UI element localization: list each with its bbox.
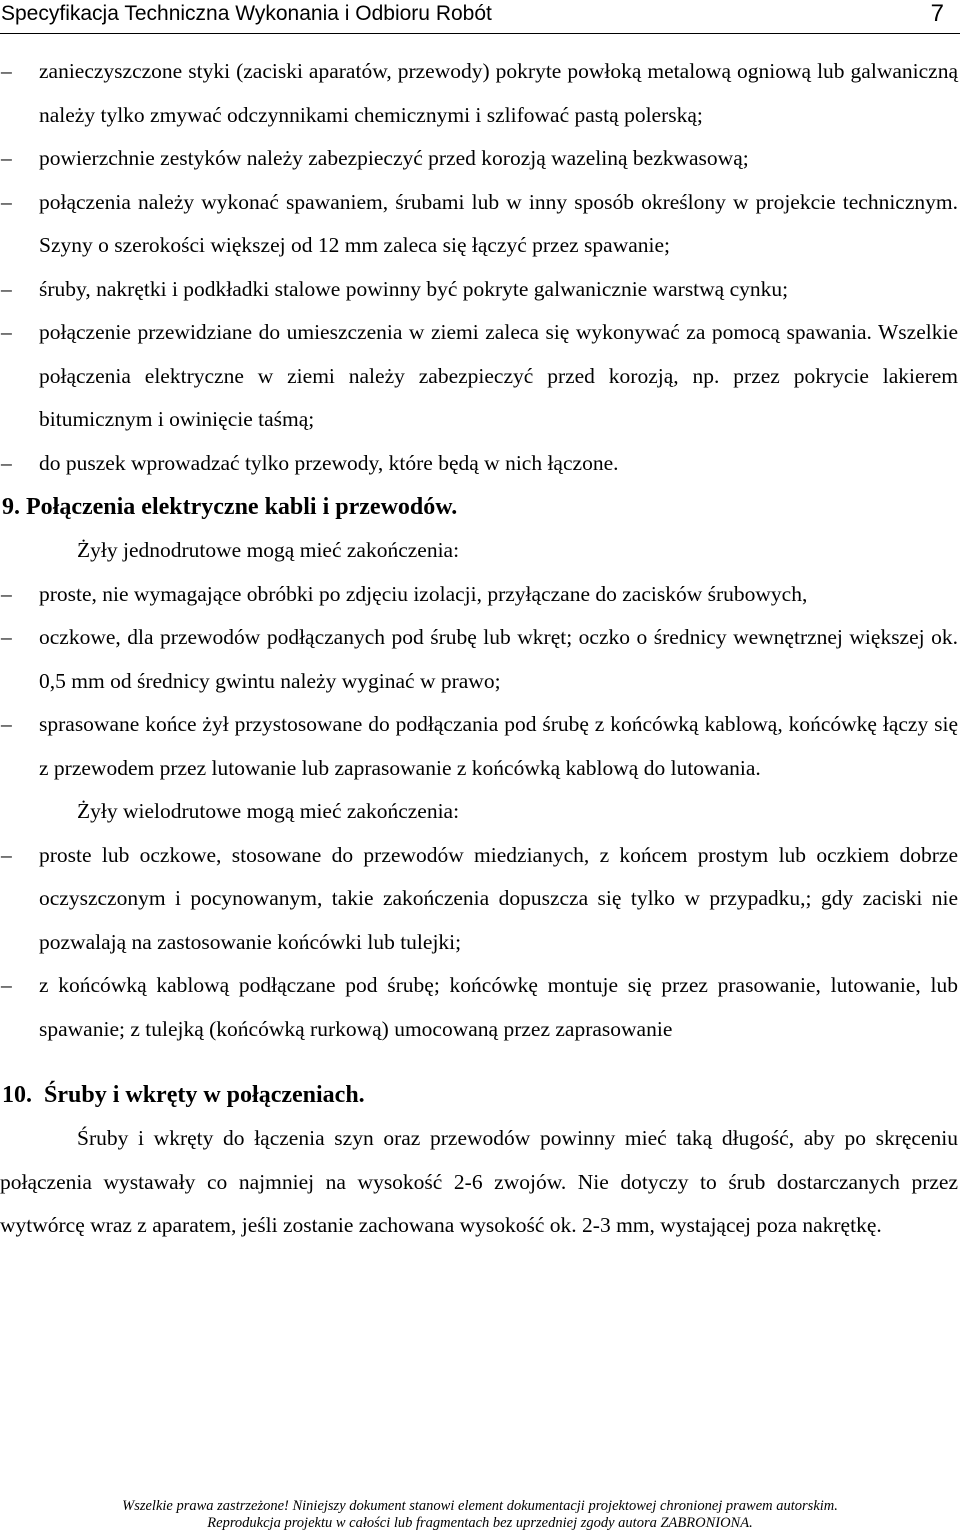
document-title: Specyfikacja Techniczna Wykonania i Odbioru Robót [1, 2, 492, 25]
list-item-text: powierzchnie zestyków należy zabezpieczyć przed korozją wazeliną bezkwasową; [39, 146, 749, 170]
list-item-text: połączenia należy wykonać spawaniem, śrubami lub w inny sposób określony w projekcie technicznym. Szyny o szerokości większej od 12 mm zaleca się łączyć przez spawanie; [39, 189, 958, 257]
page-content [0, 50, 958, 1248]
section-10-paragraph: Śruby i wkręty do łączenia szyn oraz przewodów powinny mieć taką długość, aby po skręceniu połączenia wystawały co najmniej na wysokość 2-6 zwojów. Nie dotyczy to śrub dostarczanych przez wytwórcę wraz z aparatem, jeśli zostanie zachowana wysokość ok. 2-3 mm, wystającej poza nakrętkę. [0, 1126, 958, 1237]
list-item-text: do puszek wprowadzać tylko przewody, które będą w nich łączone. [39, 450, 619, 475]
dash-bullet: – [1, 625, 12, 649]
reproduction-notice: Reprodukcja projektu w całości lub fragmentach bez uprzedniej zgody autora ZABRONIONA. [207, 1515, 753, 1531]
list-item [0, 703, 958, 790]
list-item [0, 573, 958, 617]
dash-bullet: – [1, 581, 12, 606]
dash-bullet: – [1, 189, 12, 214]
dash-bullet: – [1, 973, 12, 997]
page-number: 7 [930, 0, 944, 27]
copyright-notice: Wszelkie prawa zastrzeżone! Niniejszy dokument stanowi element dokumentacji projektowej chronionej prawem autorskim. [122, 1498, 838, 1514]
multi-wire-intro: Żyły wielodrutowe mogą mieć zakończenia: [77, 799, 460, 823]
dash-bullet: – [1, 146, 12, 170]
list-precautions [0, 50, 958, 485]
list-item-text: proste lub oczkowe, stosowane do przewodów miedzianych, z końcem prostym lub oczkiem dobrze oczyszczonym i pocynowanym, takie zakończenia dopuszcza się tylko w przypadku,; gdy zaciski nie pozwalają na zastosowanie końcówki lub tulejki; [39, 842, 958, 954]
list-item-text: proste, nie wymagające obróbki po zdjęciu izolacji, przyłączane do zacisków śrubowych, [39, 581, 808, 606]
list-item-text: sprasowane końce żył przystosowane do podłączania pod śrubę z końcówką kablową, końcówkę łączy się z przewodem przez lutowanie lub zaprasowanie z końcówką kablową do lutowania. [39, 712, 958, 780]
section-10-title: Śruby i wkręty w połączeniach. [44, 1082, 365, 1108]
section-9-heading: 9. Połączenia elektryczne kabli i przewodów. [2, 494, 458, 520]
list-item [0, 268, 958, 312]
dash-bullet: – [1, 320, 12, 344]
list-item [0, 442, 958, 486]
dash-bullet: – [1, 276, 12, 301]
single-wire-intro: Żyły jednodrutowe mogą mieć zakończenia: [77, 538, 460, 562]
list-item-text: z końcówką kablową podłączane pod śrubę; końcówkę montuje się przez prasowanie, lutowanie, lub spawanie; z tulejką (końcówką rurkową) umocowaną przez zaprasowanie [39, 973, 958, 1041]
section-10-number: 10. [2, 1082, 32, 1108]
list-item-text: zanieczyszczone styki (zaciski aparatów, przewody) pokryte powłoką metalową ogniową lub galwaniczną należy tylko zmywać odczynnikami chemicznymi i szlifować pastą polerską; [39, 59, 958, 127]
list-item [0, 616, 958, 703]
section-10-heading [0, 1073, 958, 1117]
list-item-text: połączenie przewidziane do umieszczenia w ziemi zaleca się wykonywać za pomocą spawania. Wszelkie połączenia elektryczne w ziemi należy zabezpieczyć przed korozją, np. przez pokrycie lakierem bitumicznym i owinięcie taśmą; [39, 320, 958, 431]
page-footer [0, 1498, 960, 1532]
list-item [0, 834, 958, 965]
list-single-wire [0, 573, 958, 791]
list-multi-wire [0, 834, 958, 1052]
list-item [0, 964, 958, 1051]
list-item [0, 137, 958, 181]
list-item [0, 311, 958, 442]
dash-bullet: – [1, 450, 12, 475]
list-item-text: oczkowe, dla przewodów podłączanych pod śrubę lub wkręt; oczko o średnicy wewnętrznej większej ok. 0,5 mm od średnicy gwintu należy wyginać w prawo; [39, 625, 958, 693]
dash-bullet: – [1, 712, 12, 736]
list-item-text: śruby, nakrętki i podkładki stalowe powinny być pokryte galwanicznie warstwą cynku; [39, 276, 789, 301]
list-item [0, 181, 958, 268]
dash-bullet: – [1, 59, 12, 83]
dash-bullet: – [1, 842, 12, 867]
header-divider [0, 33, 960, 34]
page-header [0, 0, 960, 34]
list-item [0, 50, 958, 137]
